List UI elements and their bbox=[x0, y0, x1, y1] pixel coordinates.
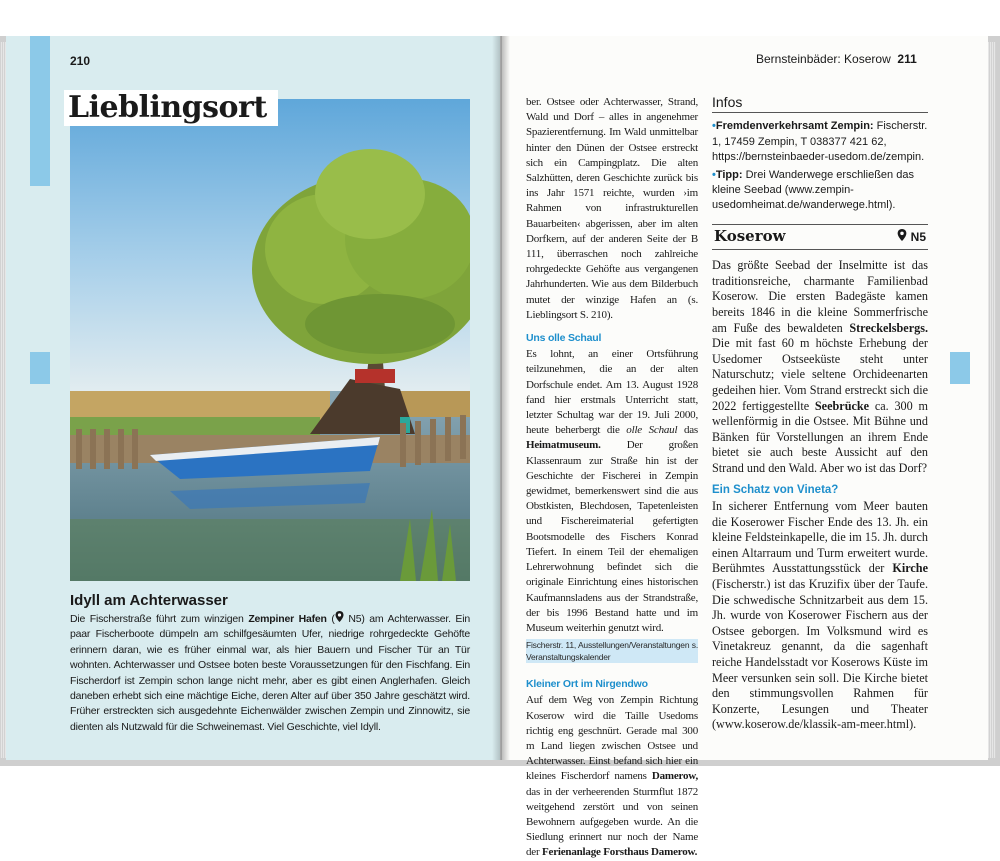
caption-text: Die Fischerstraße führt zum winzigen Zempiner Hafen ( N5) am Achterwasser. Ein paar Fischerboote dümpeln am schilfgesäumten Ufer, niedrige rohrgedeckte Gehöfte erinnern daran, wie es früher einmal war, als hier Bauern und Fischer Tür an Tür wohnten. Achterwasser und Ostsee boten beste Voraussetzungen für den Fischfang. Ein Fischerdorf ist Zempin schon lange nicht mehr, aber es gibt einen Anglerhafen. Gleich daneben erhebt sich eine mächtige Eiche, deren Alter auf über 350 Jahre geschätzt wird. Früher erstreckten sich ausgedehnte Eichenwälder zwischen Zempin und Zinnowitz, sie dienten als Nutzwald für die Schweinemast. Viel Geschichte, viel Idyll. bbox=[70, 613, 471, 733]
koserow-paragraph bbox=[712, 258, 928, 476]
chapter-tab-marker bbox=[30, 352, 50, 384]
right-column bbox=[712, 95, 928, 733]
text-bold-damerow: Damerow, bbox=[651, 770, 698, 783]
caption-title: Idyll am Achterwasser bbox=[70, 592, 228, 609]
text-bold-streckelsberg: Streckelsbergs. bbox=[849, 320, 928, 335]
koserow-ref-text: N5 bbox=[910, 229, 926, 244]
text-part: Der großen Klassenraum zur Straße hin ist der Geschichte der Fischerei in Zempin gewidmet, bemerkenswert sind die aus Obstkisten, Blechdosen, Tapetenleisten und Fischereimaterial gefertigten Bootsmodelle des Fischers Konrad Tiefert. In einem Teil der ehemaligen Lehrerwohnung befindet sich die originale Einrichtung eines historischen Kaufmannsladens aus der Strandstraße, der bis 1996 Bestand hatte und im Museum weiterhin genutzt wird. bbox=[526, 439, 698, 634]
info-item-fremdenverkehrsamt bbox=[712, 119, 928, 165]
museum-info-box: Fischerstr. 11, Ausstellungen/Veranstaltungen s. Veranstaltungskalender bbox=[526, 640, 698, 663]
page-number-left: 210 bbox=[70, 54, 91, 68]
harbor-photo bbox=[70, 99, 470, 581]
text-part: Die mit fast 60 m höchste Erhebung der Usedomer Ostseeküste steht unter Naturschutz; viele seltene Orchideenarten gedeihen hier. Vom Strand erstreckt sich die 2022 fertiggestellte bbox=[712, 336, 928, 413]
bullet-icon: • bbox=[712, 168, 716, 181]
text-bold-kirche: Kirche bbox=[892, 561, 928, 576]
page-edges-right bbox=[988, 42, 996, 758]
running-head-text: Bernsteinbäder: Koserow bbox=[756, 52, 891, 66]
text-part: Auf dem Weg von Zempin Richtung Koserow wird die Taille Usedoms richtig eng geschnürt. Gerade mal 300 m Land liegen zwischen Ostsee und Achterwasser. Einst befand sich hier ein kleines Fischerdorf namens bbox=[526, 694, 698, 783]
text-part: ca. 300 m wellenförmig in die Ostsee. Mit Bühne und Bänken für Vorstellungen an ihrem Ende bietet sie auch beste Aussicht auf den Strand und den Wald. Aber wo ist das Dorf? bbox=[712, 398, 928, 475]
vineta-paragraph bbox=[712, 499, 928, 733]
koserow-title: Koserow bbox=[714, 227, 786, 246]
map-pin-icon bbox=[335, 613, 344, 625]
caption-bold-place: Zempiner Hafen bbox=[248, 613, 327, 625]
text-bold-museum: Heimatmuseum. bbox=[526, 439, 601, 452]
intro-paragraph: ber. Ostsee oder Achterwasser, Strand, Wald und Dorf – alles in angenehmer Spazierentfernung. Im Wald unmittelbar hinter den Dünen der Ostsee erstreckt sich ein Campingplatz. Die alten Salzhütten, deren Geschichte zurück bis ins Jahr 1571 reichte, wurden ›im Rahmen von infrastrukturellen Bauarbeiten‹ abgerissen, aber im alten Dorfkern, auf der anderen Seite der B 111, überraschen noch zahlreiche rohrgedeckte Gehöfte aus vergangenen Jahrhunderten. Wie aus dem Bilderbuch mutet der winzige Hafen an (s. Lieblingsort S. 210). bbox=[526, 96, 698, 321]
chapter-tab-marker-right bbox=[950, 352, 970, 384]
text-part: Das größte Seebad der Inselmitte ist das traditionsreiche, charmante Familienbad Koserow. Die ersten Badegäste kamen bereits 1846 in die kleine Sommerfrische am Fuße des bewaldeten bbox=[712, 258, 928, 335]
info-text: Fischerstr. 1, 17459 Zempin, T 038377 421 62, https://bernsteinbaeder-usedom.de/zempin. bbox=[712, 120, 928, 164]
heading-kleiner-ort: Kleiner Ort im Nirgendwo bbox=[526, 678, 648, 691]
section-title-lieblingsort: Lieblingsort bbox=[64, 90, 278, 126]
map-pin-icon bbox=[897, 230, 907, 244]
book-gutter bbox=[492, 36, 510, 760]
caption-text-part: Die Fischerstraße führt zum winzigen bbox=[70, 613, 249, 625]
info-bold: Fremdenverkehrsamt Zempin: bbox=[715, 120, 874, 133]
text-bold-seebruecke: Seebrücke bbox=[814, 398, 870, 413]
koserow-map-ref bbox=[897, 229, 926, 245]
bullet-icon: • bbox=[712, 120, 716, 133]
text-italic: olle Schaul bbox=[626, 424, 678, 437]
heading-vineta: Ein Schatz von Vineta? bbox=[712, 483, 839, 496]
page-number-right: 211 bbox=[897, 52, 917, 66]
middle-column bbox=[526, 95, 698, 861]
paragraph-dorfschule bbox=[526, 347, 698, 636]
text-part: das bbox=[677, 424, 699, 437]
info-text: Drei Wanderwege erschließen das kleine Seebad (www.zempin-usedomheimat.de/wanderwege.html). bbox=[712, 168, 914, 212]
text-bold-ferienanlage: Ferienanlage Forsthaus Damerow. bbox=[542, 846, 698, 859]
paragraph-damerow bbox=[526, 693, 698, 860]
koserow-heading-bar bbox=[712, 224, 928, 250]
caption-text-part: ) am Achterwasser. Ein paar Fischerboote dümpeln am schilfgesäumten Ufer, niedrige rohrgedeckte Gehöfte erinnern daran, wie es früher einmal war, als hier Bauern und Fischer Tür an Tür wohnten. Achterwasser und Ostsee boten beste Voraussetzungen für den Fischfang. Ein Fischerdorf ist Zempin schon lange nicht mehr, aber es gibt einen Anglerhafen. Gleich daneben erhebt sich eine mächtige Eiche, deren Alter auf über 350 Jahre geschätzt wird. Früher erstreckten sich ausgedehnte Eichenwälder zwischen Zempin und Zinnowitz, sie dienten als Nutzwald für die Schweinemast. Viel Geschichte, viel Idyll. bbox=[70, 613, 471, 733]
harbor-photo-illustration bbox=[70, 99, 470, 581]
text-part: das in der verheerenden Sturmflut 1872 weitgehend zerstört und von seinen Bewohnern aufgegeben wurde. An die Siedlung erinnert nur noch der Name der bbox=[526, 785, 698, 859]
heading-uns-olle-schaul: Uns olle Schaul bbox=[526, 332, 602, 345]
info-item-tipp bbox=[712, 168, 928, 214]
info-bold: Tipp: bbox=[715, 168, 743, 181]
text-part: In sicherer Entfernung vom Meer bauten die Koserower Fischer Ende des 13. Jh. ein kleine Feldsteinkapelle, die im 15. Jh. durch einen Altarraum und Turm erweitert wurde. Berühmtes Ausstattungsstück der bbox=[712, 498, 928, 576]
caption-map-ref: N5 bbox=[348, 613, 362, 625]
running-head bbox=[756, 52, 917, 66]
text-part: Es lohnt, an einer Ortsführung teilzunehmen, die an der alten Dorfschule endet. Am 13. August 1928 fand hier erstmals Unterricht statt, letzter Schultag war der 19. Juli 2000, heute beherbergt die bbox=[526, 348, 698, 437]
chapter-tab-top bbox=[30, 36, 50, 186]
infos-heading: Infos bbox=[712, 95, 928, 113]
text-part: (Fischerstr.) ist das Kruzifix über der Taufe. Die schwedische Schnitzarbeit aus dem 15. Jh. wurde von Koserower Fischern aus der Ostsee geborgen. Im Volksmund wird es Vinetakreuz genannt, da die sagenhaft reiche Handelsstadt vor Koserows Küste im Meer versunken sein soll. Die Kirche bietet den stimmungsvollen Rahmen für Konzerte, Lesungen und Theater (www.koserow.de/klassik-am-meer.html). bbox=[712, 576, 928, 732]
